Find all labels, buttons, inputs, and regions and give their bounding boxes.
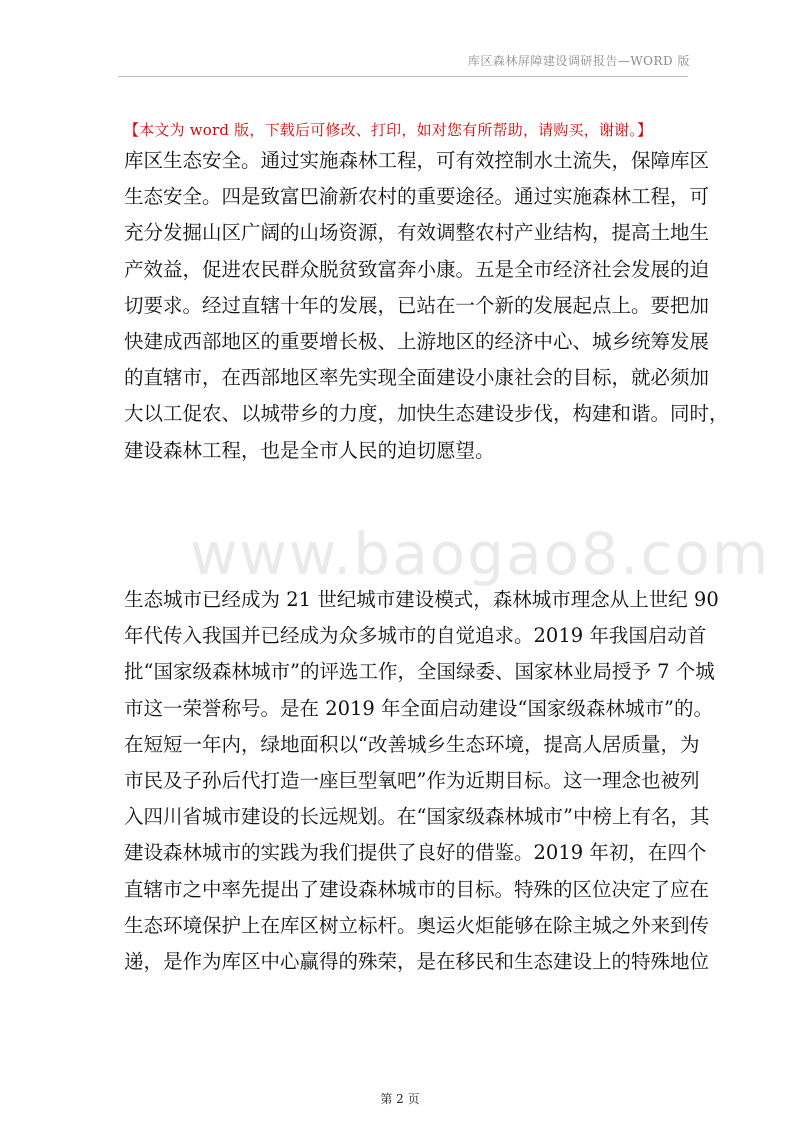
text-line: 市这一荣誉称号。是在 2019 年全面启动建设“国家级森林城市”的。: [124, 696, 713, 720]
text-line: 建设森林工程，也是全市人民的迫切愿望。: [124, 438, 495, 462]
site-watermark: www.baogao8.com: [190, 520, 771, 588]
header-divider: [118, 76, 688, 77]
text-line: 的直辖市，在西部地区率先实现全面建设小康社会的目标，就必须加: [124, 366, 710, 390]
page-number: 第 2 页: [380, 1092, 420, 1106]
paragraph-2: [124, 582, 719, 980]
paragraph-1: [124, 143, 729, 469]
text-line: 建设森林城市的实践为我们提供了良好的借鉴。2019 年初，在四个: [124, 841, 707, 865]
text-line: 市民及子孙后代打造一座巨型氧吧”作为近期目标。这一理念也被列: [124, 768, 700, 792]
text-line: 生态城市已经成为 21 世纪城市建设模式，森林城市理念从上世纪 90: [124, 588, 719, 611]
text-line: 直辖市之中率先提出了建设森林城市的目标。特殊的区位决定了应在: [124, 877, 710, 901]
text-line: 入四川省城市建设的长远规划。在“国家级森林城市”中榜上有名，其: [124, 805, 710, 829]
purchase-notice: 【本文为 word 版，下载后可修改、打印，如对您有所帮助，请购买，谢谢。】: [124, 121, 653, 139]
text-line: 年代传入我国并已经成为众多城市的自觉追求。2019 年我国启动首: [124, 624, 707, 648]
text-line: 切要求。经过直辖十年的发展，已站在一个新的发展起点上。要把加: [124, 293, 710, 317]
text-line: 充分发掘山区广阔的山场资源，有效调整农村产业结构，提高土地生: [124, 221, 710, 245]
text-line: 产效益，促进农民群众脱贫致富奔小康。五是全市经济社会发展的迫: [124, 257, 710, 281]
text-line: 递，是作为库区中心赢得的殊荣，是在移民和生态建设上的特殊地位: [124, 949, 710, 973]
text-line: 生态环境保护上在库区树立标杆。奥运火炬能够在除主城之外来到传: [124, 913, 710, 937]
text-line: 库区生态安全。通过实施森林工程，可有效控制水土流失，保障库区: [124, 149, 710, 172]
text-line: 生态安全。四是致富巴渝新农村的重要途径。通过实施森林工程，可: [124, 185, 710, 209]
text-line: 快建成西部地区的重要增长极、上游地区的经济中心、城乡统筹发展: [124, 329, 710, 353]
running-header-title: 库区森林屏障建设调研报告—WORD 版: [467, 54, 690, 68]
text-line: 批“国家级森林城市”的评选工作，全国绿委、国家林业局授予 7 个城: [124, 660, 715, 684]
text-line: 大以工促农、以城带乡的力度，加快生态建设步伐，构建和谐。同时，: [124, 402, 729, 426]
text-line: 在短短一年内，绿地面积以“改善城乡生态环境，提高人居质量，为: [124, 732, 700, 756]
